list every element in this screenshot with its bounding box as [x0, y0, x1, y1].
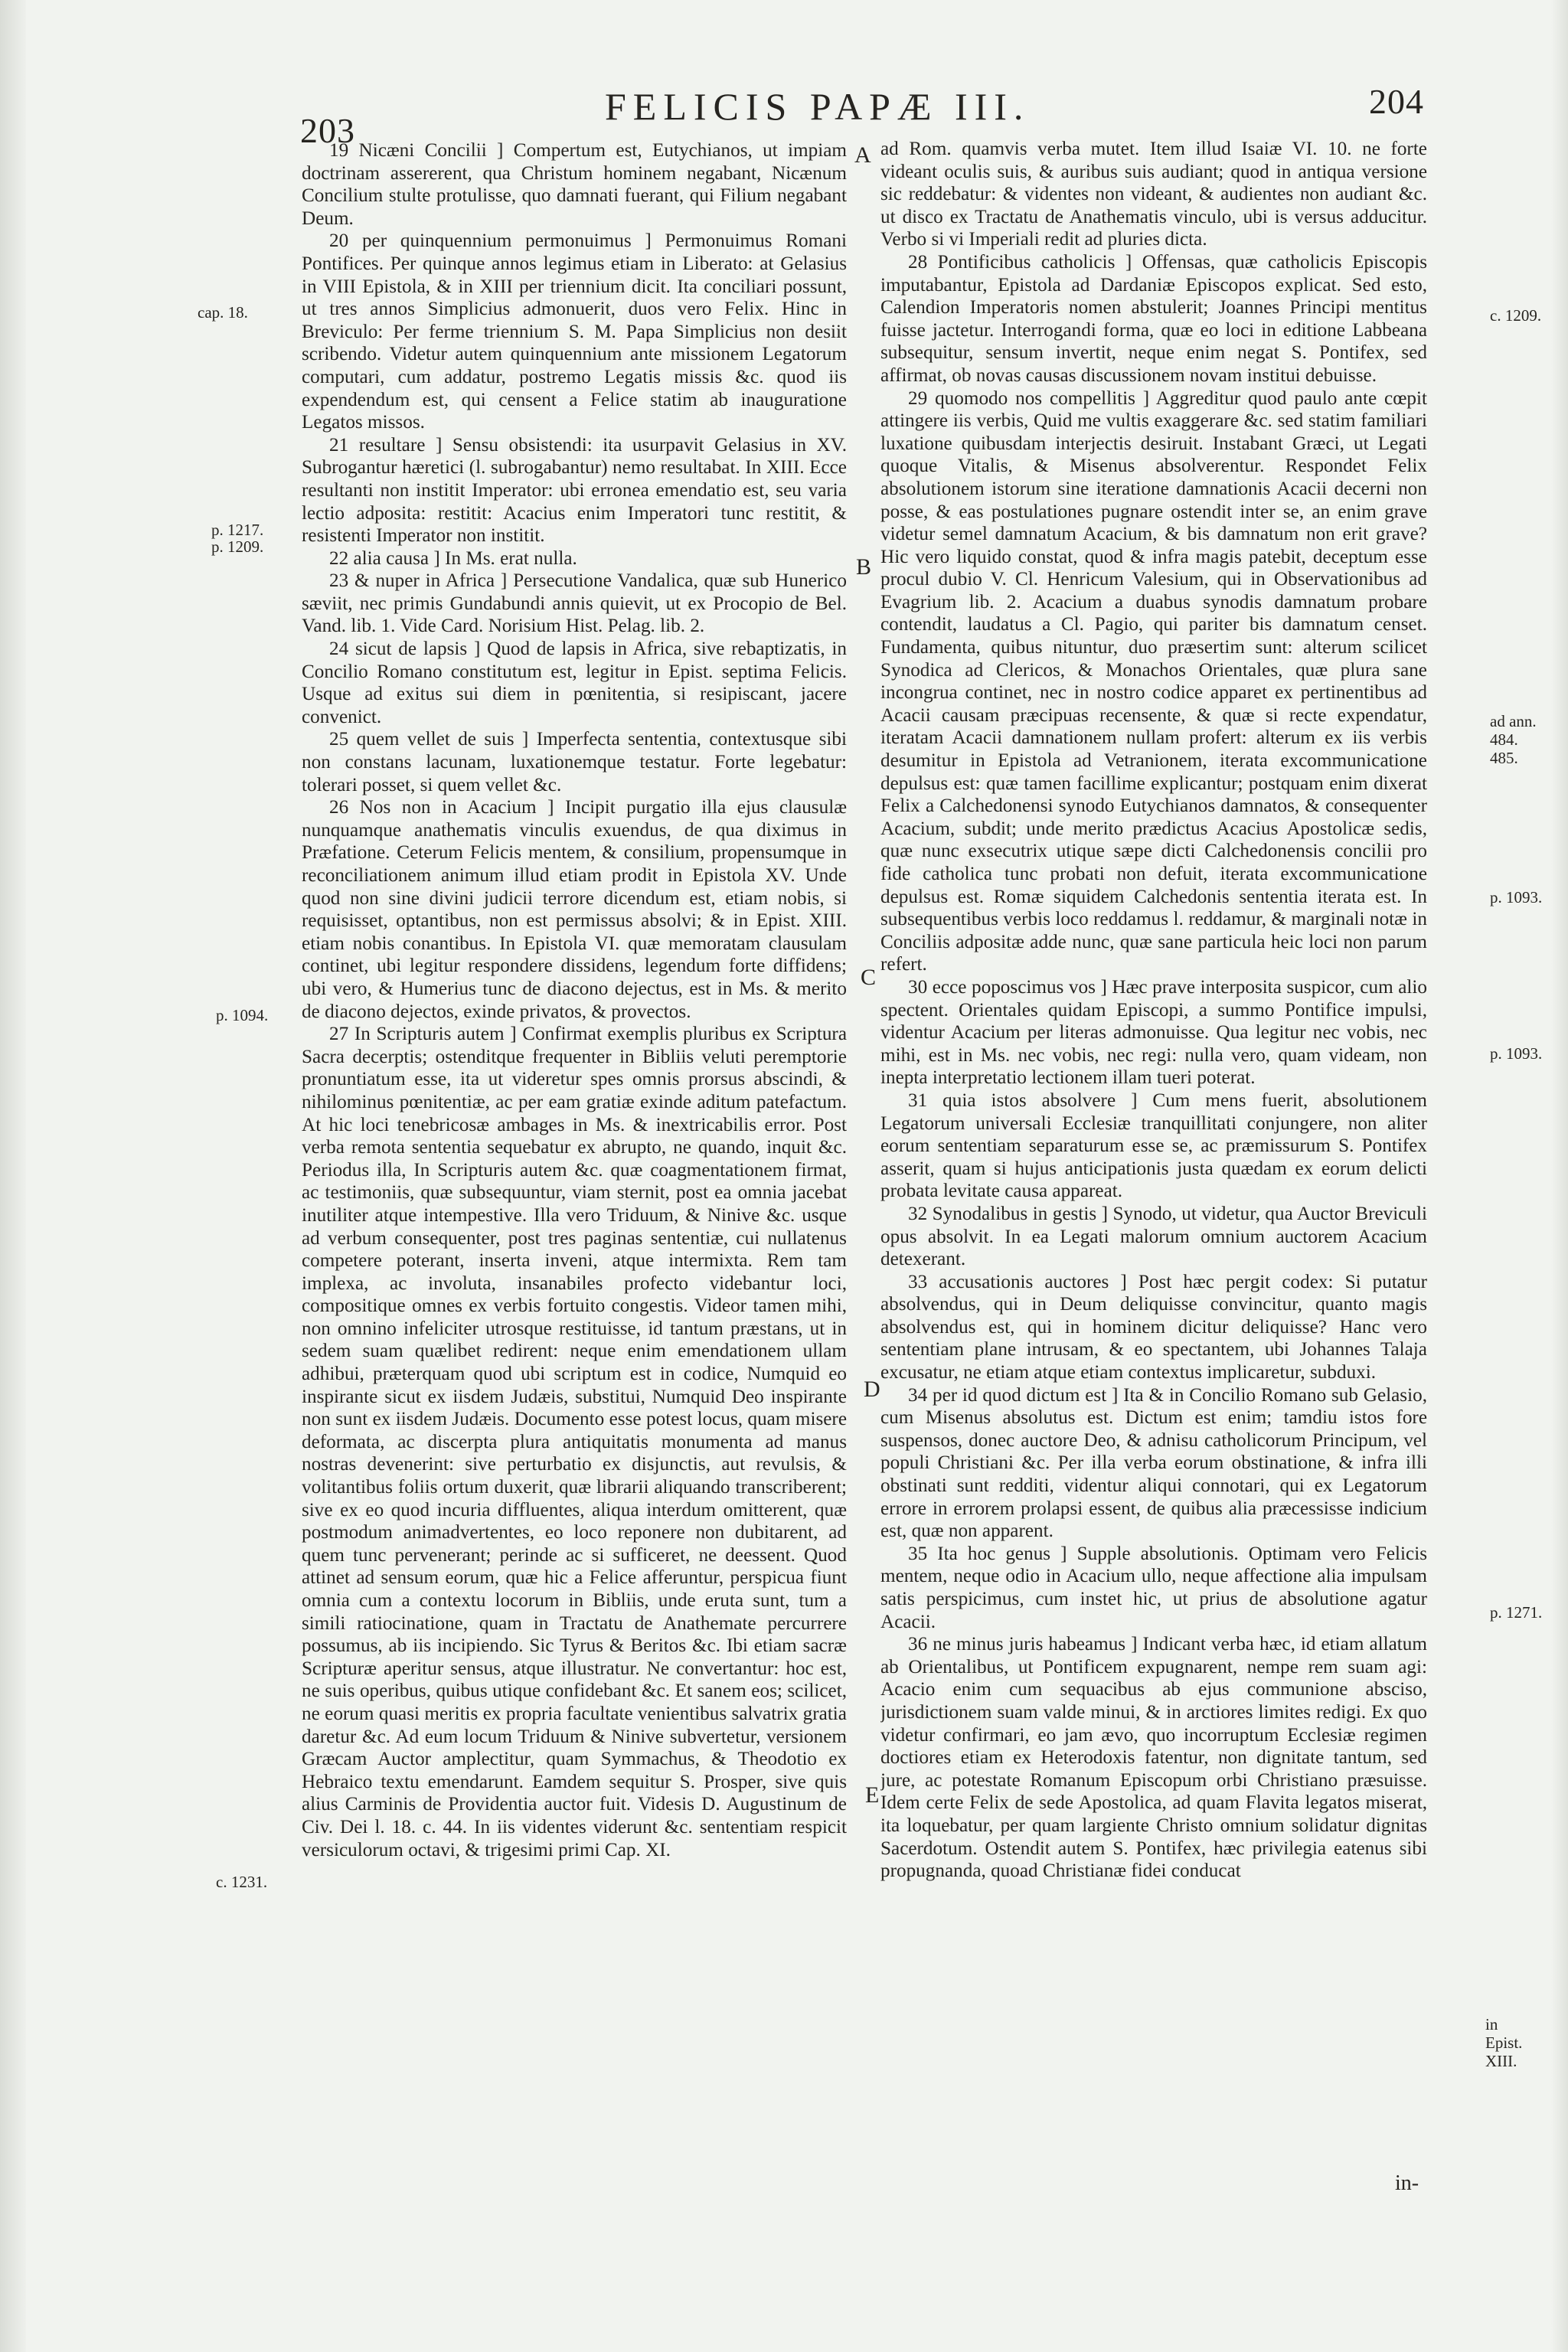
note-paragraph: ad Rom. quamvis verba mutet. Item illud Isaiæ VI. 10. ne forte videant oculis suis, & auribus suis audiant; quod in antiqua versione sic reddebatur: & videntes non videant, & audientes non audiant &c. ut disco ex Tractatu de Anathematis vinculo, ubi is versus adducitur. Verbo si vi Imperiali redit ad pluries dicta. — [880, 139, 1427, 250]
margin-note-left: p. 1217. — [211, 521, 264, 539]
note-paragraph: 33 accusationis auctores ] Post hæc pergit codex: Si putatur absolvendus, qui in Deum deliquisse convincitur, quanto magis absolvendus est, qui in hominem dicitur deliquisse? Hanc vero sententiam plane intrusam, & eo spectantem, ubi Johannes Talaja excusatur, ne etiam atque etiam contextus implicaretur, subduxi. — [880, 1271, 1427, 1383]
page-edge-shadow — [1551, 0, 1568, 2352]
note-paragraph: 23 & nuper in Africa ] Persecutione Vandalica, quæ sub Hunerico sæviit, nec primis Gundabundi annis quievit, ut ex Procopio de Bel. Vand. lib. 1. Vide Card. Norisium Hist. Pelag. lib. 2. — [302, 570, 847, 637]
section-letter: D — [864, 1377, 880, 1402]
note-paragraph: 29 quomodo nos compellitis ] Aggreditur quod paulo ante cœpit attingere iis verbis, Quid me vultis exaggerare &c. sed statim familiari luxatione quibusdam interjectis desiruit. Instabant Græci, ut Legati quoque Vitalis, & Misenus absolverentur. Respondet Felix absolutionem istorum sine iteratione damnationis Acacii decerni non posse, & eas postulationes pugnare ostendit inter se, an enim grave videtur semel damnatum Acacium, & bis damnatum non erit grave? Hic vero liquido constat, quod & infra magis patebit, deceptum esse procul dubio V. Cl. Henricum Valesium, qui in Observationibus ad Evagrium lib. 2. Acacium a duabus synodis damnatum probare contendit, laudatus a Cl. Pagio, qui pariter bis damnatum censet. Fundamenta, quibus nituntur, duo præsertim sunt: alterum scilicet Synodica ad Clericos, & Monachos Orientales, quæ plura sane incongrua continet, nec in nostro codice apparet ex pertinentibus ad Acacii causam præcipuas recensente, & quæ si recte expendatur, iteratam Acacii damnationem nullam profert: alterum ex iis verbis desumitur in Epistola ad Vetranionem, iterata excommunicatione depulsus est: quæ tamen facillime explicantur; postquam enim dixerat Felix a Calchedonensi synodo Eutychianos damnatos, & consequenter Acacium, subdit; unde merito prædictus Acacius Apostolicæ sedis, quæ nunc exsecutrix utique sæpe dicti Calchedonensis concilii pro fide catholica tunc probati non defuit, iterata excommunicatione depulsus est. Romæ siquidem Calchedonis sententia iterata est. In subsequentibus verbis loco reddamus l. reddamur, & marginali notæ in Conciliis adpositæ adde nunc, quæ sane particula heic loci non parum refert. — [880, 387, 1427, 975]
note-paragraph: 32 Synodalibus in gestis ] Synodo, ut videtur, qua Auctor Breviculi opus absolvit. In ea Legati malorum omnium auctorem Acacium detexerant. — [880, 1203, 1427, 1270]
page-number-left: 203 — [300, 111, 355, 150]
section-letter: B — [856, 554, 872, 580]
margin-note-right: p. 1093. — [1490, 1044, 1543, 1063]
note-paragraph: 28 Pontificibus catholicis ] Offensas, quæ catholicis Episcopis imputabantur, Epistola ad Dardaniæ Episcopos explicat. Sed esto, Calendion Imperatoris nomen abstulerit; Joannes Principi mentitus fuisse jactetur. Interrogandi forma, quæ eo loci in editione Labbeana subsequitur, sensum invertit, neque enim negat S. Pontifex, sed affirmat, ob novas causas discussionem novam institui debuisse. — [880, 251, 1427, 386]
note-paragraph: 27 In Scripturis autem ] Confirmat exemplis pluribus ex Scriptura Sacra decerptis; ostenditque frequenter in Bibliis veluti peremptorie pronuntiatum esse, ita ut videretur spes omnis prorsus abscindi, & nihilominus pœnitentiæ, ac per eam gratiæ exinde aditum patefactum. At hic loci tenebricosæ ambages in Ms. & inextricabilis error. Post verba remota sententia sequebatur ex abrupto, ne quando, inquit &c. Periodus illa, In Scripturis autem &c. quæ coagmentationem firmat, ac testimoniis, quæ subsequuntur, viam sternit, post ea omnia jacebat inutiliter atque intempestive. Illa vero Triduum, & Ninive &c. usque ad verbum consequenter, post tres paginas sententiæ, cui nullatenus competere poterant, inserta inveni, atque intermixta. Rem tam implexa, ac involuta, insanabiles profecto videbantur loci, compositique omnes ex verbis fortuito congestis. Videor tamen mihi, non omnino infeliciter utrosque restituisse, id tantum præstans, ut in sedem suam quælibet redirent: neque enim emendationem ullam adhibui, præterquam quod ubi scriptum est in codice, Numquid eo inspirante sicut ex iisdem Judæis, substitui, Numquid Deo inspirante non sunt ex iisdem Judæis. Documento esse potest locus, quam misere deformata, ac discerpta plura antiquitatis monumenta ad manus nostras devenerint: sive perturbatio ex disjunctis, aut revulsis, & volitantibus foliis ortum duxerit, quæ librarii aliquando transcriberent; sive ex eo quod incuria diffluentes, aliqua interdum omitterent, quæ postmodum animadvertentes, eo loco reponere non dubitarent, ad quem tunc pervenerant; perinde ac si sufficeret, ne deessent. Quod attinet ad sensum eorum, quæ hic a Felice afferuntur, perspicua fiunt omnia cum a contextu locorum in Bibliis, unde eruta sunt, tum a simili ratiocinatione, quam in Tractatu de Anathemate percurrere possumus, ab iis incipiendo. Sic Tyrus & Beritos &c. Ibi etiam sacræ Scripturæ aperitur sensus, atque illustratur. Ne convertantur: hoc est, ne suis operibus, quibus utique confidebant &c. Et sanem eos; scilicet, ne eorum quasi meritis ex propria facultate venientibus salvatrix gratia daretur &c. Ad eum locum Triduum & Ninive subvertetur, versionem Græcam Auctor amplectitur, quam Symmachus, & Theodotio ex Hebraico textu emendarunt. Eamdem sequitur S. Prosper, sive quis alius Carminis de Providentia auctor fuit. Videsis D. Augustinum de Civ. Dei l. 18. c. 44. In iis videntes viderunt &c. sententiam respicit versiculorum octavi, & trigesimi primi Cap. XI. — [302, 1024, 847, 1860]
page-gutter-shadow — [0, 0, 26, 2352]
note-paragraph: 31 quia istos absolvere ] Cum mens fuerit, absolutionem Legatorum universali Ecclesiæ tranquillitati conjungere, non aliter eorum sententiam separaturum esse se, ac præmissurum S. Pontifex asserit, quam si hujus anticipationis justa quædam ex eorum delicti probata levitate causa appareat. — [880, 1089, 1427, 1202]
right-text-column — [880, 138, 1427, 2174]
note-paragraph: 25 quem vellet de suis ] Imperfecta sententia, contextusque sibi non constans lacunam, luxationemque testatur. Forte legebatur: tolerari posset, si quem vellet &c. — [302, 729, 847, 795]
margin-note-left: p. 1094. — [216, 1006, 269, 1024]
note-paragraph: 19 Nicæni Concilii ] Compertum est, Eutychianos, ut impiam doctrinam assererent, qua Christum hominem negabant, Nicænum Concilium stulte protulisse, quo damnati fuerant, qui Filium negabant Deum. — [302, 140, 847, 229]
margin-note-right: ad ann. 484. 485. — [1490, 712, 1537, 767]
note-paragraph: 24 sicut de lapsis ] Quod de lapsis in Africa, sive rebaptizatis, in Concilio Romano constitutum est, legitur in Epist. septima Felicis. Usque ad exitus sui diem in pœnitentia, si resipiscant, jacere convenict. — [302, 639, 847, 727]
note-paragraph: 20 per quinquennium permonuimus ] Permonuimus Romani Pontifices. Per quinque annos legimus etiam in Liberato: at Gelasius in VIII Epistola, & in XIII per triennium dicit. Ita conciliari possunt, ut tres annos Simplicius admonuerit, duos vero Felix. Hinc in Breviculo: Per ferme triennium S. M. Papa Simplicius non desiit scribendo. Videtur autem quinquennium ante missionem Legatorum computari, cum addatur, postremo Legatis missis &c. quod iis expendendum est, qui censent a Felice statim ab inauguratione Legatos missos. — [302, 230, 847, 433]
note-paragraph: 34 per id quod dictum est ] Ita & in Concilio Romano sub Gelasio, cum Misenus absolutus est. Dictum est enim; tamdiu istos fore suspensos, donec auctore Deo, & adnisu catholicorum Principum, vel populi Christiani &c. Per illa verba eorum obstinatione, & infra illi obstinati sunt redditi, videntur aliqui connotari, qui ex Legatorum errore in errorem prolapsi essent, de quibus alia præcessisse indicium est, quæ non apparent. — [880, 1384, 1427, 1542]
left-text-column — [302, 139, 847, 2168]
page-number-right: 204 — [1369, 82, 1424, 121]
note-paragraph: 36 ne minus juris habeamus ] Indicant verba hæc, id etiam allatum ab Orientalibus, ut Pontificem expugnarent, nempe rem suam agi: Acacio enim cum sequacibus ab ejus communione absciso, jurisdictionem suam valde minui, & in arctiores limites redigi. Ex quo videtur confirmari, eo jam ævo, quo incorruptum Ecclesiæ regimen doctiores etiam ex Heterodoxis fatentur, non dignitate tantum, sed jure, ac potestate Romanum Episcopum orbi Christiano præsuisse. Idem certe Felix de sede Apostolica, ad quam Flavita legatos miserat, ita loquebatur, per quam largiente Christo omnium solidatur dignitas Sacerdotum. Ostendit autem S. Pontifex, hæc privilegia eatenus sibi propugnanda, quoad Christianæ fidei conducat — [880, 1634, 1427, 1882]
note-paragraph: 21 resultare ] Sensu obsistendi: ita usurpavit Gelasius in XV. Subrogantur hæretici (l. subrogabantur) nemo resultabat. In XIII. Ecce resultanti non institit Imperator: ubi erronea emendatio est, seu varia lectio adposita: restitit: Acacius enim Imperatori tunc restitit, & resistenti Imperator non institit. — [302, 434, 847, 547]
margin-note-left: p. 1209. — [211, 537, 264, 556]
margin-note-right: in Epist. XIII. — [1485, 2015, 1523, 2070]
margin-note-left: c. 1231. — [216, 1873, 268, 1891]
section-letter: E — [865, 1782, 880, 1808]
note-paragraph: 26 Nos non in Acacium ] Incipit purgatio illa ejus clausulæ nunquamque anathematis vinculis exuendus, de qua diximus in Præfatione. Ceterum Felicis mentem, & consilium, propensumque in reconciliationem animum illud etiam prodit in Epistola XV. Unde quod non sine divini judicii terrore dicendum est, etiam nobis, si requisisset, optantibus, non est permissus absolvi; & in Epist. XIII. etiam nobis conantibus. In Epistola VI. quæ memoratam clausulam continet, ubi legitur respondere dissidens, legendum forte diffidens; ubi vero, & Humerius tunc de diacono dejectus, est in Ms. & merito de diacono dejectos, exinde privatos, & provectos. — [302, 797, 847, 1022]
margin-note-left: cap. 18. — [198, 303, 248, 322]
section-letter: A — [854, 142, 871, 168]
note-paragraph: 35 Ita hoc genus ] Supple absolutionis. Optimam vero Felicis mentem, neque odio in Acacium ullo, neque affectione alia impulsam satis perspicimus, cum instet hic, ut prius de absolutione agatur Acacii. — [880, 1543, 1427, 1632]
catchword: in- — [1395, 2171, 1419, 2195]
note-paragraph: 22 alia causa ] In Ms. erat nulla. — [329, 547, 577, 569]
margin-note-right: p. 1093. — [1490, 888, 1543, 906]
running-title: FELICIS PAPÆ III. — [605, 85, 1031, 128]
section-letter: C — [861, 965, 877, 990]
margin-note-right: c. 1209. — [1490, 306, 1542, 325]
note-paragraph: 30 ecce poposcimus vos ] Hæc prave interposita suspicor, cum alio spectent. Orientales quidam Episcopi, a summo Pontifice impulsi, videntur Acacium per literas admonuisse. Qua legitur nec vobis, nec mihi, est in Ms. nec vobis, nec regi: nulla vero, quam videam, non inepta interpretatio lectionem illam tueri poterat. — [880, 976, 1427, 1089]
margin-note-right: p. 1271. — [1490, 1603, 1543, 1622]
